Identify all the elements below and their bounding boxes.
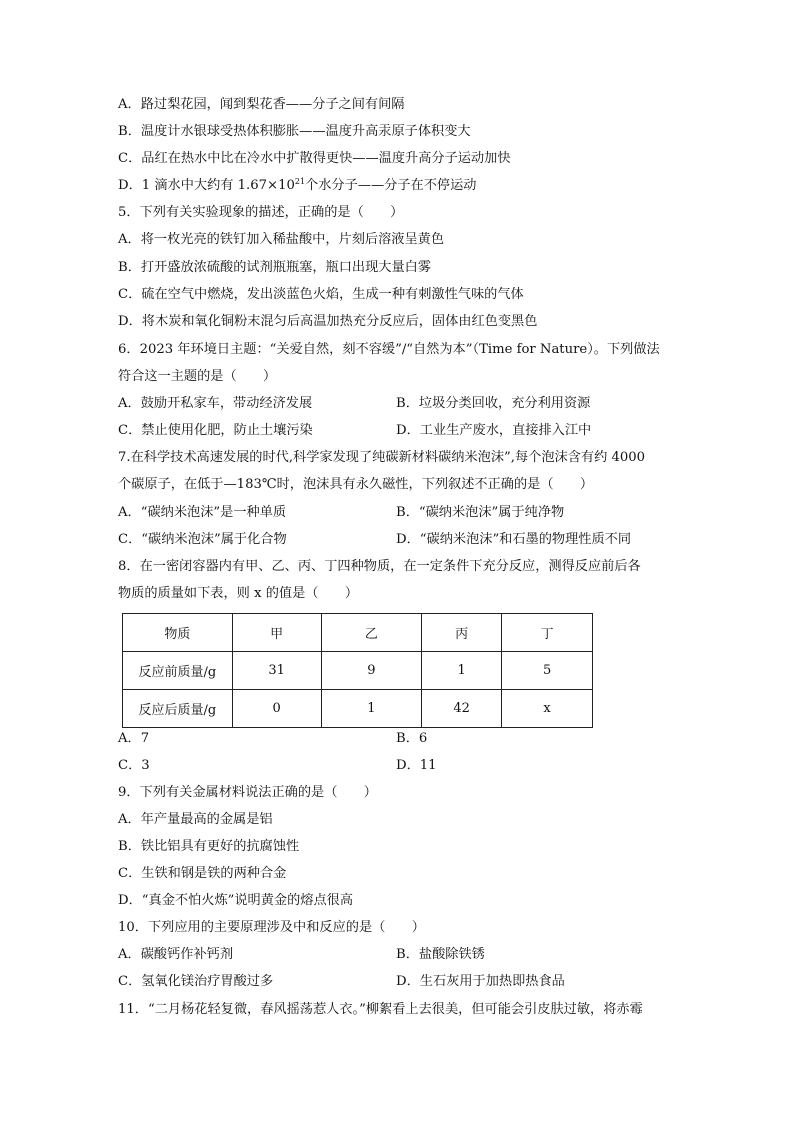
q7-stem-line2: 个碳原子，在低于—183℃时，泡沫具有永久磁性，下列叙述不正确的是（ ）: [118, 477, 594, 492]
q8-stem-line1: 8．在一密闭容器内有甲、乙、丙、丁四种物质，在一定条件下充分反应，测得反应前后各: [118, 559, 641, 574]
q6-option-a: A．鼓励开私家车，带动经济发展: [118, 396, 313, 411]
table-cell: 42: [422, 690, 502, 728]
table-cell: 1: [422, 652, 502, 690]
q10-option-a: A．碳酸钙作补钙剂: [118, 947, 234, 962]
q6-option-d: D．工业生产废水，直接排入江中: [396, 423, 592, 438]
q8-option-d: D．11: [396, 758, 437, 773]
q10-option-c: C．氢氧化镁治疗胃酸过多: [118, 974, 274, 989]
q8-option-c: C．3: [118, 758, 150, 773]
q10-option-d: D．生石灰用于加热即热食品: [396, 974, 565, 989]
table-header-cell: 物质: [123, 614, 233, 652]
q10-stem: 10．下列应用的主要原理涉及中和反应的是（ ）: [118, 920, 425, 935]
q4-option-c: C．品红在热水中比在冷水中扩散得更快——温度升高分子运动加快: [118, 151, 511, 166]
q6-stem-line2: 符合这一主题的是（ ）: [118, 369, 277, 384]
q9-option-a: A．年产量最高的金属是铝: [118, 812, 273, 827]
q7-option-c: C．“碳纳米泡沫”属于化合物: [118, 532, 287, 547]
table-header-row: [123, 614, 593, 652]
q8-option-b: B．6: [396, 731, 428, 746]
table-header-cell: 乙: [321, 614, 422, 652]
q8-option-a: A．7: [118, 731, 150, 746]
q9-stem: 9．下列有关金属材料说法正确的是（ ）: [118, 785, 377, 800]
q6-option-b: B．垃圾分类回收，充分利用资源: [396, 396, 591, 411]
q5-option-d: D．将木炭和氧化铜粉末混匀后高温加热充分反应后，固体由红色变黑色: [118, 314, 538, 329]
q6-stem-line1: 6．2023 年环境日主题：“关爱自然，刻不容缓”/“自然为本”（Time for Nature）。下列做法: [118, 342, 660, 357]
q9-option-b: B．铁比铝具有更好的抗腐蚀性: [118, 839, 300, 854]
q8-stem-line2: 物质的质量如下表，则 x 的值是（ ）: [118, 586, 359, 601]
q5-option-c: C．硫在空气中燃烧，发出淡蓝色火焰，生成一种有刺激性气味的气体: [118, 287, 524, 302]
table-header-cell: 甲: [232, 614, 321, 652]
q4-option-d: [118, 177, 476, 195]
table-cell: 1: [321, 690, 422, 728]
q11-stem-line1: 11．“二月杨花轻复微，春风摇荡惹人衣。”柳絮看上去很美，但可能会引皮肤过敏，将赤霉: [118, 1002, 643, 1017]
mass-table: [122, 613, 593, 728]
q6-option-c: C．禁止使用化肥，防止土壤污染: [118, 423, 313, 438]
q4-option-d-pre: D．1 滴水中大约有 1.67×10: [118, 178, 295, 193]
q4-option-b: B．温度计水银球受热体积膨胀——温度升高汞原子体积变大: [118, 124, 471, 139]
table-header-cell: 丙: [422, 614, 502, 652]
q4-option-d-post: 个水分子——分子在不停运动: [305, 178, 477, 193]
table-row: [123, 652, 593, 690]
q7-option-b: B．“碳纳米泡沫”属于纯净物: [396, 505, 565, 520]
q10-option-b: B．盐酸除铁锈: [396, 947, 485, 962]
table-cell: 反应前质量/g: [123, 652, 233, 690]
table-cell: 反应后质量/g: [123, 690, 233, 728]
q9-option-d: D．“真金不怕火炼”说明黄金的熔点很高: [118, 893, 354, 908]
q5-stem: 5．下列有关实验现象的描述，正确的是（ ）: [118, 205, 404, 220]
q5-option-a: A．将一枚光亮的铁钉加入稀盐酸中，片刻后溶液呈黄色: [118, 232, 445, 247]
q9-option-c: C．生铁和钢是铁的两种合金: [118, 866, 287, 881]
table-cell: 31: [232, 652, 321, 690]
table-cell: x: [502, 690, 593, 728]
table-cell: 5: [502, 652, 593, 690]
q5-option-b: B．打开盛放浓硫酸的试剂瓶瓶塞，瓶口出现大量白雾: [118, 260, 432, 275]
table-cell: 0: [232, 690, 321, 728]
table-row: [123, 690, 593, 728]
q4-option-a: A．路过梨花园，闻到梨花香——分子之间有间隔: [118, 97, 405, 112]
q7-stem-line1: 7.在科学技术高速发展的时代,科学家发现了纯碳新材料碳纳米泡沫”,每个泡沫含有约 4000: [118, 450, 646, 465]
table-cell: 9: [321, 652, 422, 690]
q4-option-d-exponent: 21: [294, 177, 306, 186]
q7-option-a: A．“碳纳米泡沫”是一种单质: [118, 505, 287, 520]
table-header-cell: 丁: [502, 614, 593, 652]
q7-option-d: D．“碳纳米泡沫”和石墨的物理性质不同: [396, 532, 632, 547]
